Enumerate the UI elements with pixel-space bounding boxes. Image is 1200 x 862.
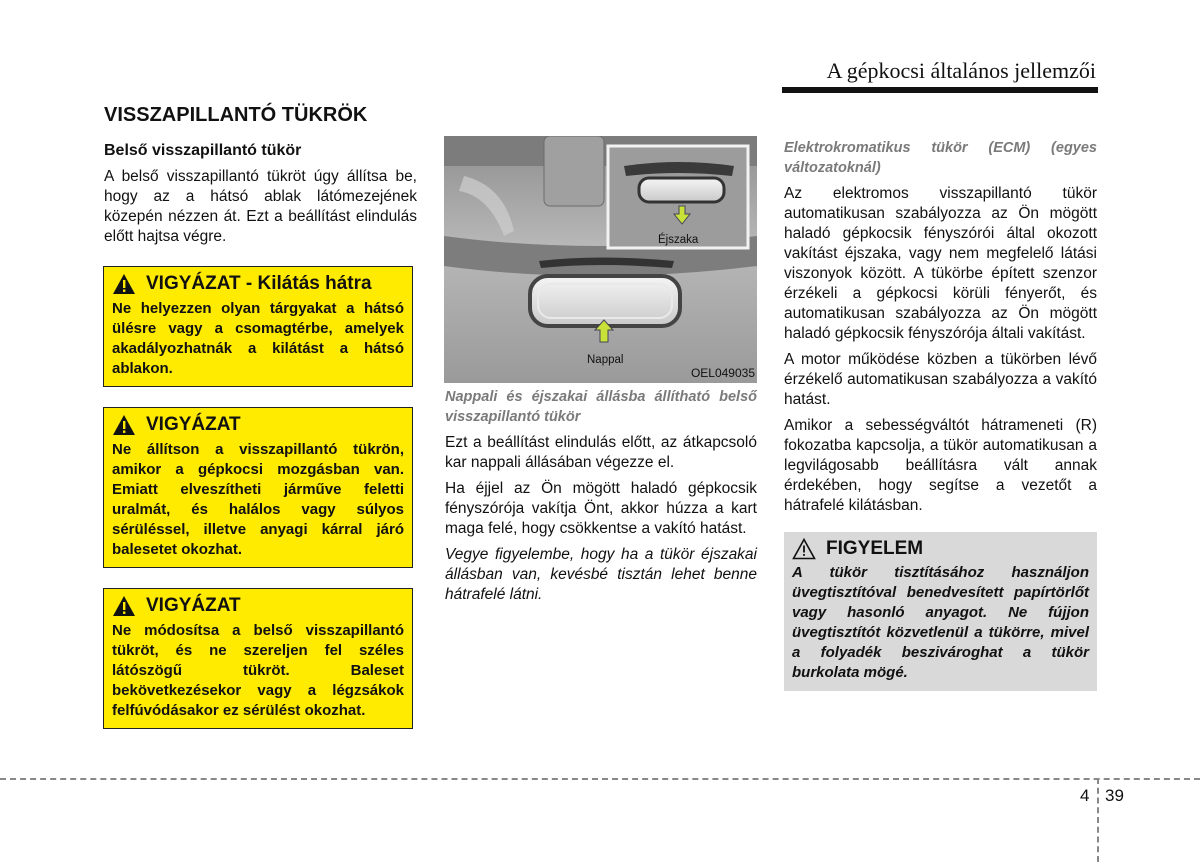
middle-column: [445, 387, 757, 611]
warning-box-driving: [103, 407, 413, 568]
warning-body: Ne állítson a visszapillantó tükrön, amikor a gépkocsi mozgásban van. Emiatt elveszítheti járműve feletti uralmát, és halálos vagy súlyos sérüléssel, illetve anyagi kárral járó balesetet okozhat.: [112, 441, 404, 558]
notice-box: [784, 532, 1097, 691]
middle-paragraph-1: Ezt a beállítást elindulás előtt, az átkapcsoló kar nappali állásában végezze el.: [445, 434, 757, 471]
warning-title: VIGYÁZAT: [146, 414, 241, 435]
chapter-number: 4: [1080, 786, 1090, 805]
figure-code: OEL049035: [690, 366, 755, 380]
page-number: 39: [1105, 786, 1124, 805]
footer-vertical-rule: [1097, 778, 1099, 862]
footer-dashed-rule: [0, 778, 1200, 780]
notice-title: FIGYELEM: [826, 538, 924, 559]
caution-triangle-icon: [792, 538, 816, 560]
middle-paragraph-3: Vegye figyelembe, hogy ha a tükör éjszakai állásban van, kevésbé tisztán lehet benne hátrafelé látni.: [445, 546, 757, 603]
left-column: [104, 141, 417, 253]
ecm-subheading: Elektrokromatikus tükör (ECM) (egyes változatoknál): [784, 140, 1097, 176]
label-night: Éjszaka: [658, 234, 699, 246]
warning-body: Ne helyezzen olyan tárgyakat a hátsó ülésre vagy a csomagtérbe, amelyek akadályozhatnák a kilátást a hátsó ablakon.: [112, 300, 404, 377]
section-title: VISSZAPILLANTÓ TÜKRÖK: [104, 104, 368, 126]
warning-triangle-icon: [112, 595, 136, 617]
intro-paragraph: A belső visszapillantó tükröt úgy állítsa be, hogy az a hátsó ablak látómezejének közepén nézzen át. Ezt a beállítást elindulás előtt hajtsa végre.: [104, 168, 417, 245]
warning-title: VIGYÁZAT: [146, 595, 241, 616]
middle-paragraph-2: Ha éjjel az Ön mögött haladó gépkocsik fényszórója vakítja Önt, akkor húzza a kart maga felé, hogy csökkentse a vakító hatást.: [445, 480, 757, 537]
warning-title: VIGYÁZAT - Kilátás hátra: [146, 273, 372, 294]
warning-box-modify: [103, 588, 413, 729]
mirror-illustration: [444, 136, 757, 383]
right-column: [784, 138, 1097, 522]
figure-caption: Nappali és éjszakai állásba állítható belső visszapillantó tükör: [445, 389, 757, 425]
warning-box-rear-view: [103, 266, 413, 387]
right-paragraph-3: Amikor a sebességváltót hátrameneti (R) fokozatba kapcsolja, a tükör automatikusan a legvilágosabb beállításra vált annak érdekében, hogy segítse a vezetőt a hátrafelé kilátásban.: [784, 417, 1097, 514]
running-header: A gépkocsi általános jellemzői: [826, 58, 1096, 83]
right-paragraph-2: A motor működése közben a tükörben lévő érzékelő automatikusan szabályozza a vakító hatást.: [784, 351, 1097, 408]
mirror-photo: [444, 136, 757, 383]
label-day: Nappal: [587, 354, 624, 366]
notice-body: A tükör tisztításához használjon üvegtisztítóval benedvesített papírtörlőt vagy hasonló anyagot. Ne fújjon üvegtisztítót közvetlenül a tükörre, mivel a folyadék beszivároghat a tükör burkolata mögé.: [792, 564, 1089, 681]
warning-triangle-icon: [112, 273, 136, 295]
warning-body: Ne módosítsa a belső visszapillantó tükröt, és ne szereljen fel széles látószögű tükröt. Baleset bekövetkezésekor vagy a légzsákok felfúvódásakor ez sérülést okozhat.: [112, 622, 404, 719]
warning-triangle-icon: [112, 414, 136, 436]
header-rule: [782, 87, 1098, 93]
right-paragraph-1: Az elektromos visszapillantó tükör automatikusan szabályozza az Ön mögött haladó gépkocsik fényszórói által okozott vakítást éjszaka, vagy nem megfelelő látási viszonyok között. A tükörbe épített szenzor érzékeli a gépkocsi körüli fényerőt, és automatikusan szabályozza az Ön mögött haladó gépkocsik fényszórója általi vakítást.: [784, 185, 1097, 342]
subheading-inner-mirror: Belső visszapillantó tükör: [104, 142, 302, 159]
